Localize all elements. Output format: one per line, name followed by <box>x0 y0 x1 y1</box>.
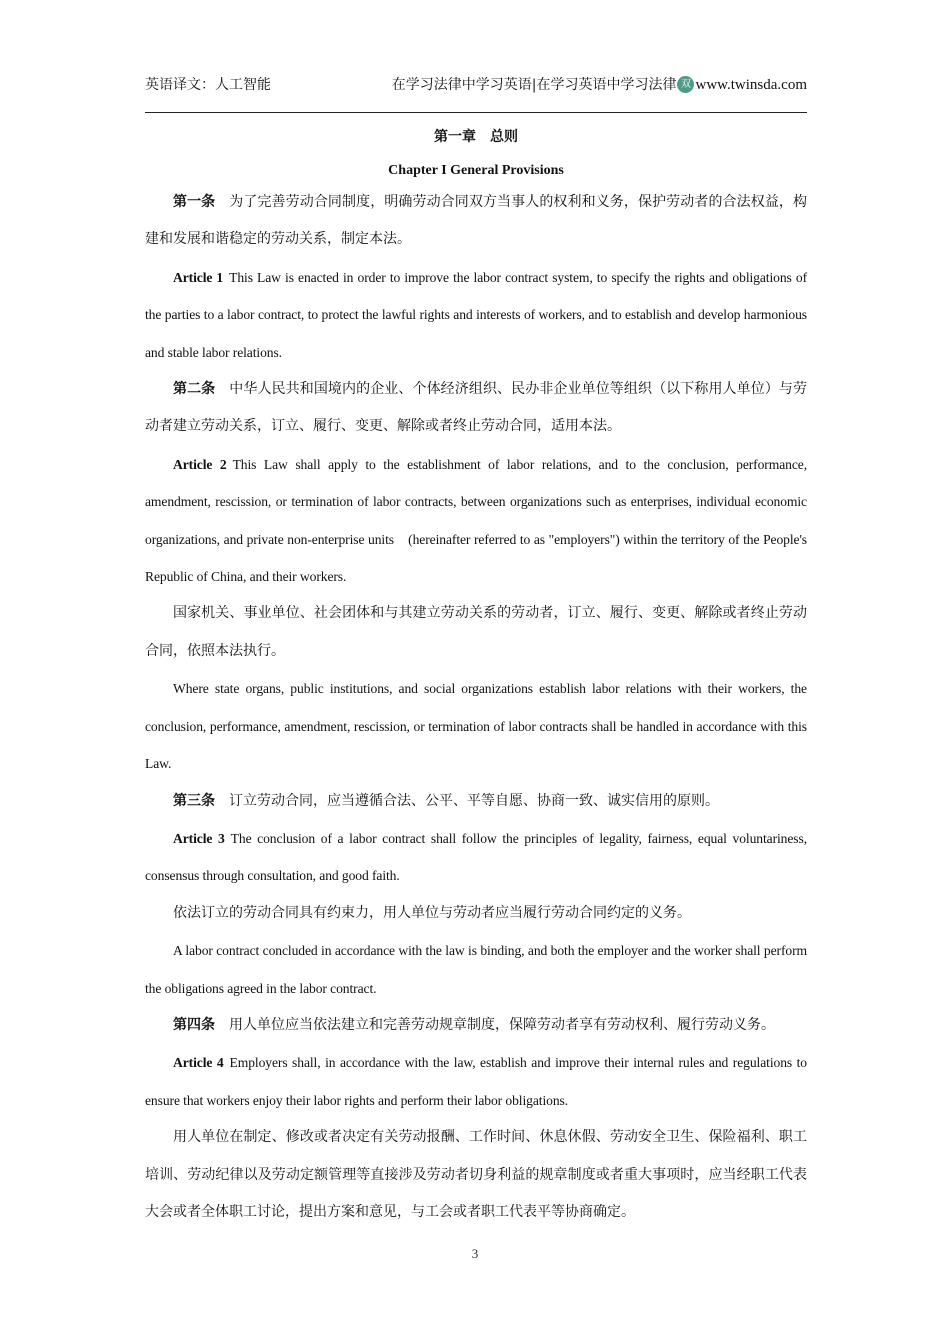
paragraph-text: A labor contract concluded in accordance with the law is binding, and both the employer and the worker shall perform the obligations agreed in the labor contract. <box>145 943 807 996</box>
article-label: Article 3 <box>173 830 225 846</box>
chapter-title-zh: 第一章 总则 <box>434 129 518 145</box>
paragraph-text: Employers shall, in accordance with the law, establish and improve their internal rules and regulations to ensure that workers enjoy their labor rights and perform their labor obligations. <box>145 1055 807 1108</box>
paragraph-text: Where state organs, public institutions, and social organizations establish labor relations with their workers, the conclusion, performance, amendment, rescission, or termination of labor contracts shall be handled in accordance with this Law. <box>145 681 807 772</box>
article-label: 第一条 <box>173 194 216 210</box>
document-title: 英语译文：人工智能 <box>145 77 271 93</box>
paragraph-text: The conclusion of a labor contract shall follow the principles of legality, fairness, equal voluntariness, consensus through consultation, and good faith. <box>145 830 807 884</box>
site-url[interactable]: www.twinsda.com <box>695 77 807 93</box>
paragraph-en <box>145 446 807 596</box>
article-label: 第二条 <box>173 381 216 398</box>
paragraph-en <box>145 259 807 371</box>
article-label: Article 1 <box>173 269 224 285</box>
paragraph-en <box>145 932 807 1007</box>
page-header <box>145 66 807 113</box>
paragraph-text: 国家机关、事业单位、社会团体和与其建立劳动关系的劳动者，订立、履行、变更、解除或者终止劳动合同，依照本法执行。 <box>145 605 807 659</box>
paragraph-zh <box>145 595 807 670</box>
article-label: 第四条 <box>173 1016 215 1033</box>
paragraph-zh <box>145 1119 807 1231</box>
article-label: 第三条 <box>173 792 215 809</box>
article-label: Article 4 <box>173 1055 224 1071</box>
paragraph-text: 用人单位应当依法建立和完善劳动规章制度，保障劳动者享有劳动权利、履行劳动义务。 <box>229 1016 775 1033</box>
paragraph-text: This Law shall apply to the establishment of labor relations, and to the conclusion, performance, amendment, rescission, or termination of labor contracts, between organizations such as enterprises, individual economic organizations, and private non-enterprise units (hereinafter referred to as "employers") within the territory of the People's Republic of China, and their workers. <box>145 456 808 585</box>
paragraph-text: 依法订立的劳动合同具有约束力，用人单位与劳动者应当履行劳动合同约定的义务。 <box>173 904 691 921</box>
paragraph-en <box>145 1044 807 1119</box>
article-label: Article 2 <box>173 456 227 472</box>
paragraph-text: 中华人民共和国境内的企业、个体经济组织、民办非企业单位等组织（以下称用人单位）与劳动者建立劳动关系，订立、履行、变更、解除或者终止劳动合同，适用本法。 <box>145 381 807 435</box>
header-tagline-group <box>392 74 807 94</box>
paragraph-text: 为了完善劳动合同制度，明确劳动合同双方当事人的权利和义务，保护劳动者的合法权益，构建和发展和谐稳定的劳动关系，制定本法。 <box>145 194 807 248</box>
paragraph-zh <box>145 1007 807 1044</box>
paragraph-list <box>145 184 807 1231</box>
paragraph-text: This Law is enacted in order to improve the labor contract system, to specify the rights and obligations of the parties to a labor contract, to protect the lawful rights and interests of workers, and to establish and develop harmonious and stable labor relations. <box>145 269 808 360</box>
site-logo-icon: 双 <box>677 76 694 93</box>
document-body <box>145 112 807 1231</box>
paragraph-zh <box>145 184 807 259</box>
paragraph-zh <box>145 371 807 446</box>
paragraph-zh <box>145 895 807 932</box>
paragraph-en <box>145 670 807 782</box>
paragraph-zh <box>145 783 807 820</box>
page-number: 3 <box>471 1246 479 1261</box>
paragraph-text: 订立劳动合同，应当遵循合法、公平、平等自愿、协商一致、诚实信用的原则。 <box>229 792 719 809</box>
header-tagline: 在学习法律中学习英语|在学习英语中学习法律 <box>391 77 677 93</box>
paragraph-text: 用人单位在制定、修改或者决定有关劳动报酬、工作时间、休息休假、劳动安全卫生、保险福利、职工培训、劳动纪律以及劳动定额管理等直接涉及劳动者切身利益的规章制度或者重大事项时，应当经职工代表大会或者全体职工讨论，提出方案和意见，与工会或者职工代表平等协商确定。 <box>145 1129 807 1220</box>
paragraph-en <box>145 820 807 895</box>
chapter-title-en: Chapter I General Provisions <box>388 163 564 178</box>
